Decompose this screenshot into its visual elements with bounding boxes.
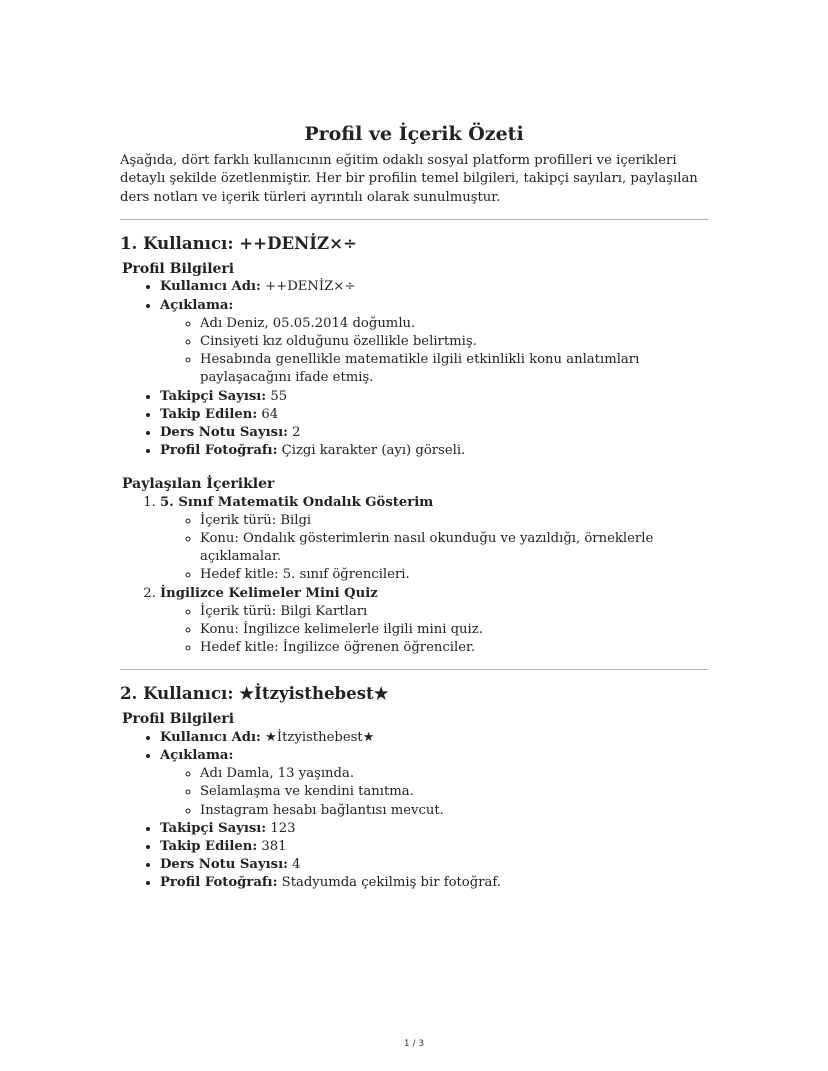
list-item: ◦ Hedef kitle: 5. sınıf öğrencileri. [200, 566, 708, 584]
user-section-1 [120, 232, 708, 657]
description-list [160, 765, 708, 820]
followers-value: 123 [270, 820, 296, 836]
divider [120, 219, 708, 220]
list-item: ◦ Hesabında genellikle matematikle ilgili etkinlikli konu anlatımları paylaşacağını ifade etmiş. [200, 351, 708, 387]
field-label: Takipçi Sayısı: [160, 388, 267, 404]
shared-content-heading: Paylaşılan İçerikler [122, 476, 275, 493]
profile-info-list [120, 729, 708, 893]
user-section-2 [120, 682, 708, 892]
divider [120, 669, 708, 670]
field-label: Ders Notu Sayısı: [160, 857, 288, 873]
list-item: ◦ Konu: Ondalık gösterimlerin nasıl okunduğu ve yazıldığı, örneklerle açıklamalar. [200, 530, 708, 566]
list-item [160, 747, 708, 820]
list-item: ◦ Cinsiyeti kız olduğunu özellikle belirtmiş. [200, 333, 708, 351]
list-item [160, 442, 708, 460]
profile-info-list [120, 278, 708, 460]
list-item [160, 838, 708, 856]
list-item [160, 388, 708, 406]
intro-paragraph: Aşağıda, dört farklı kullanıcının eğitim odaklı sosyal platform profilleri ve içerikleri detaylı şekilde özetlenmiştir. Her bir profilin temel bilgileri, takipçi sayıları, paylaşılan ders notları ve içerik türleri ayrıntılı olarak sunulmuştur. [120, 153, 698, 205]
user-heading: 1. Kullanıcı: ++DENİZ×÷ [120, 233, 357, 254]
list-item [160, 856, 708, 874]
list-item: ◦ Adı Damla, 13 yaşında. [200, 765, 708, 783]
list-item: ◦ Hedef kitle: İngilizce öğrenen öğrenciler. [200, 639, 708, 657]
username-value: ++DENİZ×÷ [265, 279, 356, 295]
list-item: ◦ Instagram hesabı bağlantısı mevcut. [200, 802, 708, 820]
list-item [160, 585, 708, 658]
field-label: Takip Edilen: [160, 406, 258, 422]
list-item: ◦ İçerik türü: Bilgi [200, 512, 708, 530]
shared-content-list [120, 494, 708, 658]
username-value: ★İtzyisthebest★ [265, 729, 375, 745]
list-item [160, 424, 708, 442]
list-item: ◦ Adı Deniz, 05.05.2014 doğumlu. [200, 315, 708, 333]
list-item [160, 406, 708, 424]
field-label: Takip Edilen: [160, 838, 258, 854]
content-details [160, 512, 708, 585]
list-item [160, 820, 708, 838]
profile-info-heading: Profil Bilgileri [122, 261, 235, 278]
field-label: Profil Fotoğrafı: [160, 875, 278, 891]
followers-value: 55 [270, 388, 288, 404]
photo-value: Stadyumda çekilmiş bir fotoğraf. [281, 875, 501, 891]
field-label: Ders Notu Sayısı: [160, 425, 288, 441]
field-label: Açıklama: [160, 297, 234, 313]
list-item [160, 494, 708, 585]
following-value: 64 [261, 406, 279, 422]
list-item [160, 874, 708, 892]
field-label: Açıklama: [160, 747, 234, 763]
following-value: 381 [261, 838, 287, 854]
notes-value: 4 [292, 857, 301, 873]
content-title: 5. Sınıf Matematik Ondalık Gösterim [160, 494, 434, 510]
document-page [120, 122, 708, 893]
page-number: 1 / 3 [403, 1039, 425, 1049]
notes-value: 2 [292, 425, 301, 441]
field-label: Kullanıcı Adı: [160, 279, 261, 295]
profile-info-heading: Profil Bilgileri [122, 711, 235, 728]
list-item: ◦ Konu: İngilizce kelimelerle ilgili mini quiz. [200, 621, 708, 639]
content-details [160, 603, 708, 658]
list-item: ◦ İçerik türü: Bilgi Kartları [200, 603, 708, 621]
description-list [160, 315, 708, 388]
list-item [160, 278, 708, 296]
page-title: Profil ve İçerik Özeti [304, 123, 524, 145]
list-item [160, 297, 708, 388]
list-item [160, 729, 708, 747]
user-heading: 2. Kullanıcı: ★İtzyisthebest★ [120, 683, 389, 704]
field-label: Kullanıcı Adı: [160, 729, 261, 745]
content-title: İngilizce Kelimeler Mini Quiz [160, 585, 378, 601]
field-label: Profil Fotoğrafı: [160, 443, 278, 459]
field-label: Takipçi Sayısı: [160, 820, 267, 836]
photo-value: Çizgi karakter (ayı) görseli. [281, 443, 466, 459]
list-item: ◦ Selamlaşma ve kendini tanıtma. [200, 783, 708, 801]
